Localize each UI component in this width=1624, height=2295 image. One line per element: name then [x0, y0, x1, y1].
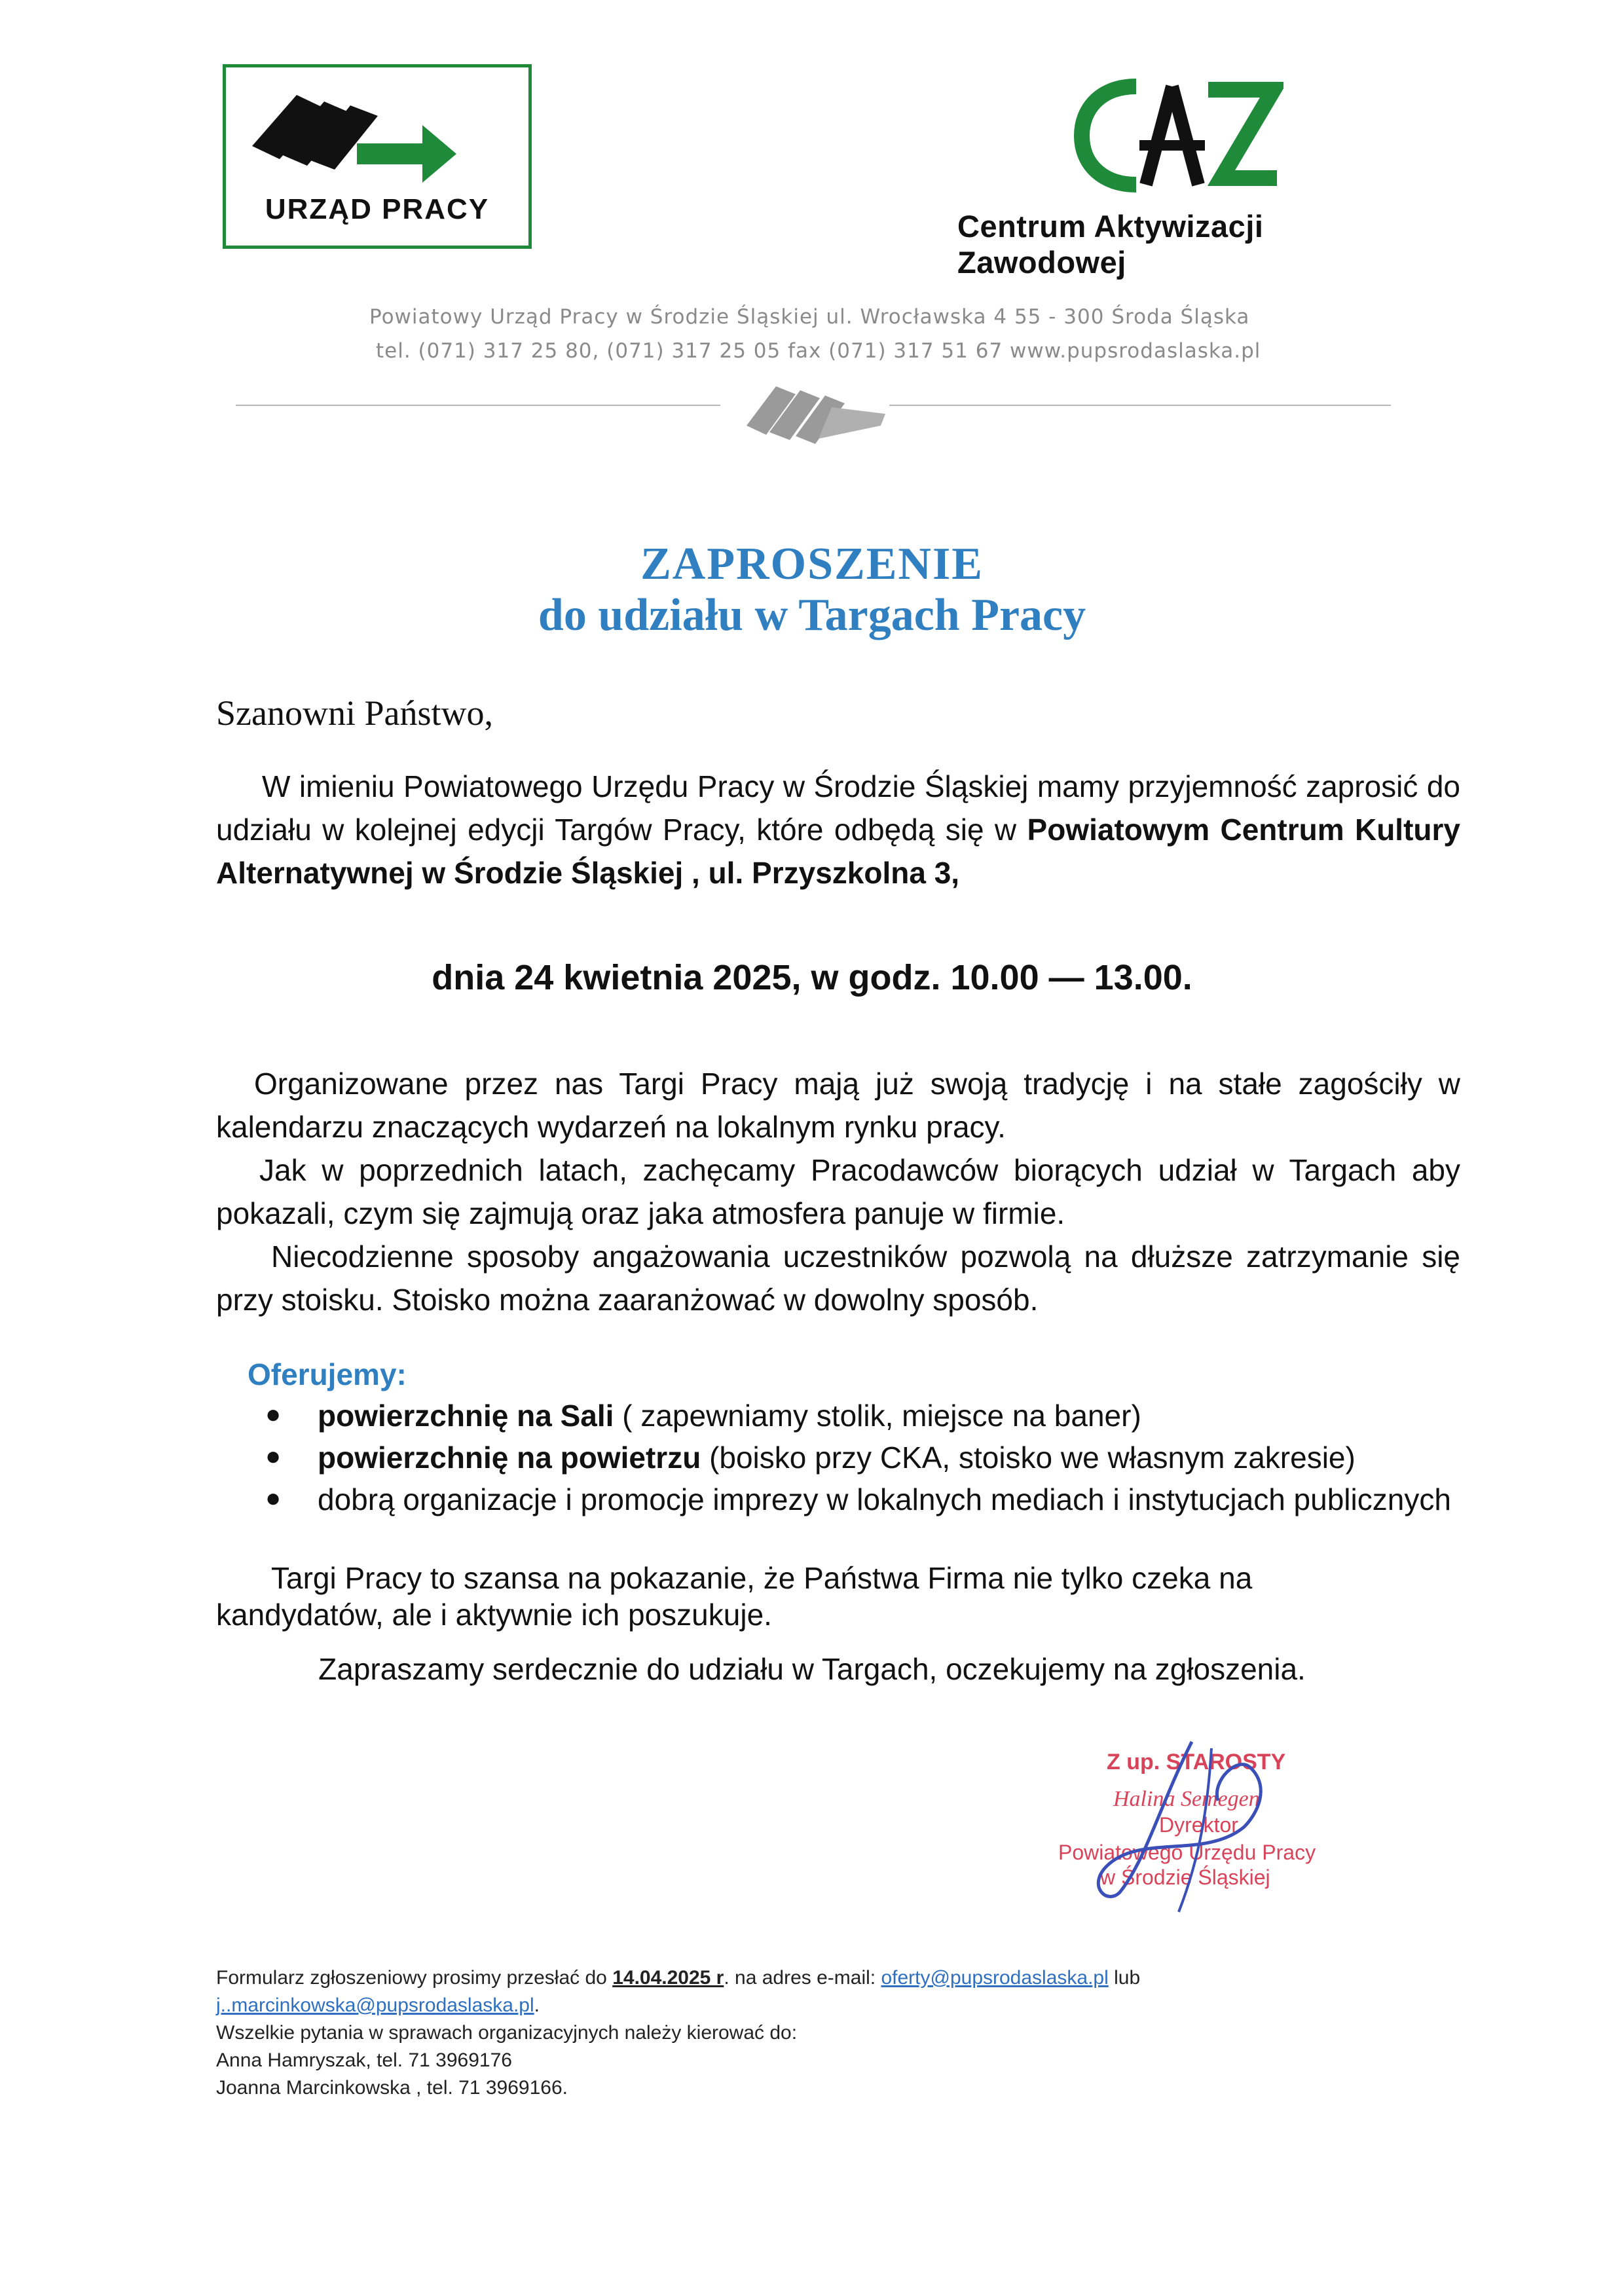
offer-item — [318, 1478, 1460, 1520]
footer-questions: Wszelkie pytania w sprawach organizacyjnych należy kierować do: — [216, 2022, 798, 2044]
bullet-icon: ● — [265, 1483, 282, 1513]
caz-logo-text: Centrum Aktywizacji Zawodowej — [957, 209, 1264, 280]
description-sentence-2: Jak w poprzednich latach, zachęcamy Pracodawców biorących udział w Targach aby pokazali, czym się zajmują oraz jaka atmosfera panuje w firmie. — [216, 1153, 1460, 1230]
bullet-icon: ● — [265, 1399, 282, 1429]
venue-text: Powiatowym Centrum Kultury Alternatywnej w Środzie Śląskiej , ul. Przyszkolna 3, — [216, 813, 1460, 890]
logo-left-text: URZĄD PRACY — [265, 193, 490, 225]
description-sentence-3: Niecodzienne sposoby angażowania uczestników pozwolą na dłuższe zatrzymanie się przy stoisku. Stoisko można zaaranżować w dowolny sposób. — [216, 1239, 1460, 1317]
footer-text: . na adres e-mail: — [724, 1967, 881, 1989]
divider-right — [889, 405, 1391, 406]
stamp-line-4: Powiatowego Urzędu Pracy — [1058, 1841, 1316, 1864]
intro-text: W imieniu Powiatowego Urzędu Pracy w Środzie Śląskiej mamy przyjemność zaprosić do udziału w kolejnej edycji Targów Pracy, które odbędą się w — [216, 769, 1460, 847]
stamp-line-5: w Środzie Śląskiej — [1100, 1865, 1270, 1889]
bullet-icon: ● — [265, 1441, 282, 1471]
offer-item-text: (boisko przy CKA, stoisko we własnym zakresie) — [701, 1441, 1356, 1475]
footer-contact-2: Joanna Marcinkowska , tel. 71 3969166. — [216, 2077, 568, 2099]
offer-item — [318, 1437, 1460, 1478]
stamp-line-2: Halina Semegen — [1113, 1787, 1260, 1811]
divider-left — [236, 405, 720, 406]
offer-item-bold: powierzchnię na powietrzu — [318, 1441, 701, 1475]
email-link-oferty[interactable]: oferty@pupsrodaslaska.pl — [881, 1967, 1109, 1989]
cards-arrow-icon — [226, 67, 528, 198]
footer-text: lub — [1108, 1967, 1141, 1989]
footer-contact-1: Anna Hamryszak, tel. 71 3969176 — [216, 2049, 512, 2071]
offer-item — [318, 1395, 1460, 1437]
footer-submission-info: Formularz zgłoszeniowy prosimy przesłać do 14.04.2025 r. na adres e-mail: oferty@pupsrodaslaska.pl lub j..marcinkowska@pupsrodaslaska.pl. — [216, 1967, 1141, 2016]
invitation-line: Zapraszamy serdecznie do udziału w Targach, oczekujemy na zgłoszenia. — [318, 1652, 1306, 1686]
urzad-pracy-logo — [223, 64, 532, 249]
footer-text: Formularz zgłoszeniowy prosimy przesłać do — [216, 1967, 613, 1989]
cards-watermark-icon — [740, 367, 891, 452]
contact-address: Powiatowy Urząd Pracy w Środzie Śląskiej ul. Wrocławska 4 55 - 300 Środa Śląska — [369, 305, 1250, 329]
stamp-line-1: Z up. STAROSTY — [1107, 1750, 1286, 1774]
stamp-line-3: Dyrektor — [1159, 1813, 1238, 1837]
closing-paragraph — [216, 1560, 1395, 1633]
document-subtitle: do udziału w Targach Pracy — [538, 590, 1086, 640]
offers-heading: Oferujemy: — [248, 1357, 407, 1391]
event-date: dnia 24 kwietnia 2025, w godz. 10.00 — 13.00. — [432, 958, 1192, 997]
closing-text: Targi Pracy to szansa na pokazanie, że Państwa Firma nie tylko czeka na kandydatów, ale i aktywnie ich poszukuje. — [216, 1561, 1253, 1632]
email-link-marcinkowska[interactable]: j..marcinkowska@pupsrodaslaska.pl — [216, 1994, 534, 2016]
director-stamp-signature — [1048, 1729, 1388, 1925]
offer-item-text: dobrą organizacje i promocje imprezy w lokalnych mediach i instytucjach publicznych — [318, 1482, 1451, 1516]
offer-item-text: ( zapewniamy stolik, miejsce na baner) — [614, 1399, 1141, 1433]
description-paragraph — [216, 1062, 1460, 1321]
contact-phone: tel. (071) 317 25 80, (071) 317 25 05 fax (071) 317 51 67 www.pupsrodaslaska.pl — [376, 339, 1261, 363]
document-title: ZAPROSZENIE — [640, 539, 984, 589]
deadline-date: 14.04.2025 r — [612, 1967, 724, 1989]
salutation: Szanowni Państwo, — [216, 693, 493, 733]
intro-paragraph — [216, 765, 1460, 894]
caz-logo-icon — [1074, 73, 1283, 198]
offer-item-bold: powierzchnię na Sali — [318, 1399, 614, 1433]
description-sentence-1: Organizowane przez nas Targi Pracy mają już swoją tradycję i na stałe zagościły w kalendarzu znaczących wydarzeń na lokalnym rynku pracy. — [216, 1067, 1460, 1144]
